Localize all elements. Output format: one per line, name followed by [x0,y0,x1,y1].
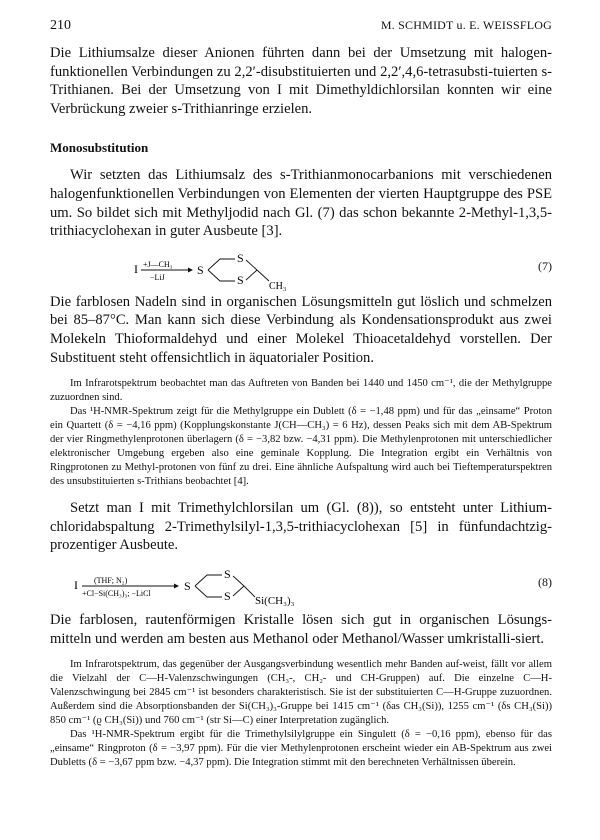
eq7-s-bottom: S [237,272,244,287]
eq7-ring-bond-top [208,259,235,270]
eq8-ring-bond-right-bottom [233,586,244,596]
page-number: 210 [50,18,71,33]
eq7-reactant: I [134,261,138,276]
eq7-reagent-top: +J—CH₃ [143,259,173,269]
equation-7-number: (7) [538,258,552,273]
eq8-substituent: Si(CH₃)₃ [255,594,295,607]
eq8-s-bottom: S [224,588,231,603]
page [50,18,552,770]
eq8-reagent-top: (THF; N₂) [94,575,128,585]
small-nmr-paragraph-2: Das ¹H-NMR-Spektrum ergibt für die Trimethylsilylgruppe ein Singulett (δ = −0,16 ppm), ebenso für das „einsame“ Ringproton (δ = −3,97 ppm). Für die vier Methylenprotonen erscheint wieder ein AB-Spektrum aus zwei Dubletts (δ = −3,67 ppm bzw. −4,37 ppm). Die Integration stimmt mit den berechneten Verhältnissen überein. [50,729,552,769]
eq8-reagent-bottom: +Cl−Si(CH₃)₃; −LiCl [82,588,151,598]
paragraph-needles: Die farblosen Nadeln sind in organischen Lösungsmitteln gut löslich und schmelzen bei 85–87°C. Man kann sich diese Verbindung als Kondensationsprodukt aus zwei Molekeln Thioformaldehyd und einer Molekel Thioacetaldehyd vorstellen. Der Substituent steht offensichtlich in äquatorialer Position. [50,293,552,366]
paragraph-monosubstitution: Wir setzten das Lithiumsalz des s-Trithianmonocarbanions mit verschiedenen halogenfunktionellen Verbindungen von Elementen der vierten Hauptgruppe des PSE um. So bildet sich mit Methyljodid nach Gl. (7) das schon bekannte 2-Methyl-1,3,5-trithiacyclohexan in guter Ausbeute [3]. [50,167,552,240]
eq7-reagent-bottom: −LiJ [150,272,165,282]
running-authors: M. SCHMIDT u. E. WEISSFLOG [380,18,552,32]
eq7-ring-bond-bottom [208,270,235,281]
eq7-ring-bond-right-bottom [246,270,257,280]
eq8-s-top: S [224,566,231,581]
equation-8-structure [50,559,490,607]
eq7-substituent-bond [257,270,269,281]
equation-7-structure [50,243,470,291]
eq7-substituent: CH₃ [269,280,287,291]
eq7-s-top: S [237,250,244,265]
eq8-ring-bond-right-top [233,576,244,586]
running-header [50,18,552,38]
section-title: Monosubstitution [50,140,149,156]
eq8-s-left: S [184,578,191,593]
small-nmr-paragraph-1: Das ¹H-NMR-Spektrum zeigt für die Methylgruppe ein Dublett (δ = −1,48 ppm) und für das „einsame“ Proton ein Quartett (δ = −4,16 ppm) (Kopplungskonstante J(CH—CH₃) = 6 Hz), dessen Peaks sich mit dem AB-Spektrum der vier Ringmethylenprotonen überlagern (δ = −3,82 bzw. −4,31 ppm). Die Methylenprotonen mit unterschiedlicher elektronischer Umgebung ergeben also eine geminale Kopplung. Die Integration ergibt ein Verhältnis von Ringprotonen zu Methyl-protonen von fünf zu drei. Eine ähnliche Aufspaltung wird auch bei Tieftemperaturspektren des unsubstituierten s-Trithians beobachtet [4]. [50,406,552,488]
eq8-ring-bond-top [195,575,222,586]
intro-paragraph: Die Lithiumsalze dieser Anionen führten dann bei der Umsetzung mit halogen-funktionellen Verbindungen zu 2,2′-disubstituierten und 2,2′,4,6-tetrasubsti-tuierten s-Trithianen. Bei der Umsetzung von I mit Dimethyldichlorsilan konnten wir eine Verbrückung zweier s-Trithianringe erzielen. [50,45,552,117]
small-ir-paragraph-1: Im Infrarotspektrum beobachtet man das Auftreten von Banden bei 1440 und 1450 cm⁻¹, die der Methylgruppe zuzuordnen sind. [50,378,552,404]
eq8-arrow-head [174,583,179,588]
paragraph-crystals: Die farblosen, rautenförmigen Kristalle lösen sich gut in organischen Lösungs-mitteln und werden am besten aus Methanol oder Methanol/Wasser umkristalli-siert. [50,611,552,647]
eq7-s-left: S [197,262,204,277]
eq7-ring-bond-right-top [246,260,257,270]
equation-7 [50,243,552,291]
equation-8-number: (8) [538,574,552,589]
eq7-arrow-head [188,267,193,272]
small-ir-paragraph-2: Im Infrarotspektrum, das gegenüber der Ausgangsverbindung wesentlich mehr Banden auf-weist, fällt vor allem die Vielzahl der C—H-Valenzschwingungen (CH₃-, CH₂- und CH-Gruppen) auf. Die einzelne C—H-Valenzschwingung bei 2845 cm⁻¹ ist besonders charakteristisch. Sie ist der substituierten C—H-Gruppe zuzuordnen. Außerdem sind die Absorptionsbanden der Si(CH₃)₃-Gruppe bei 1415 cm⁻¹ (δas CH₃(Si)), 1255 cm⁻¹ (δs CH₃(Si)) 850 cm⁻¹ (ϱ CH₃(Si)) und 760 cm⁻¹ (str Si—C) einer Interpretation zugänglich. [50,659,552,727]
eq8-ring-bond-bottom [195,586,222,597]
eq8-reactant: I [74,577,78,592]
eq8-substituent-bond [244,586,255,597]
equation-8 [50,559,552,607]
paragraph-trimethylsilyl: Setzt man I mit Trimethylchlorsilan um (Gl. (8)), so entsteht unter Lithium-chloridabspaltung 2-Trimethylsilyl-1,3,5-trithiacyclohexan [5] in fünfundachtzig-prozentiger Ausbeute. [50,500,552,554]
